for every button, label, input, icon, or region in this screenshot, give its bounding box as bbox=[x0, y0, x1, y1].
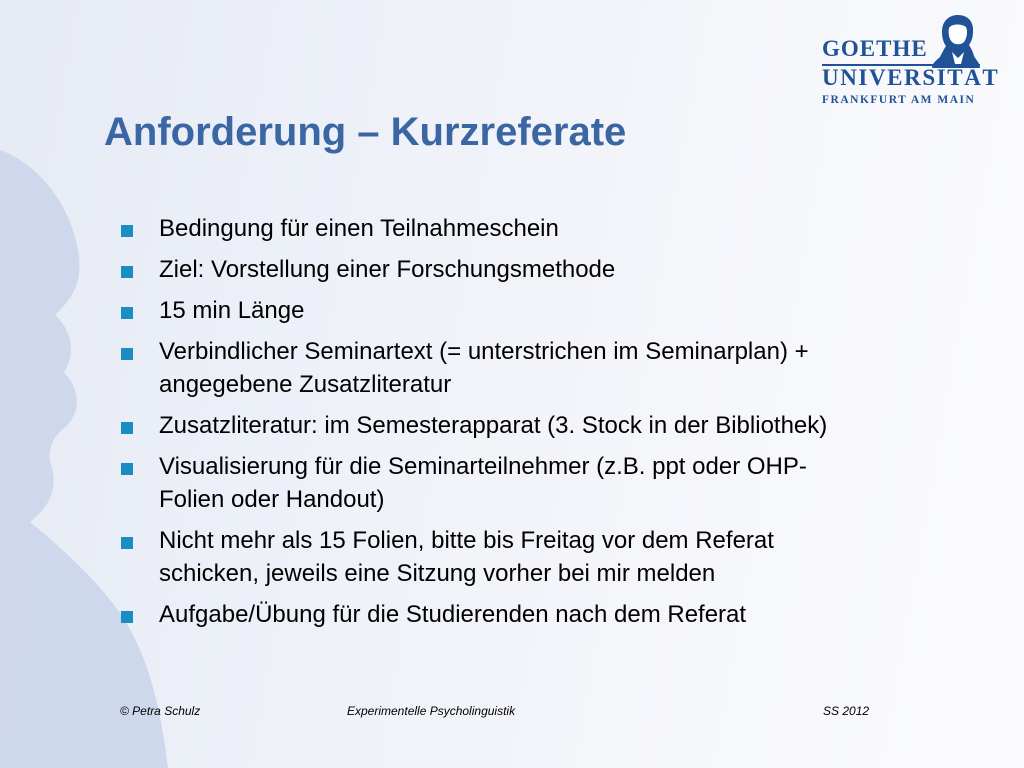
logo-line-universitaet: UNIVERSITÄT bbox=[822, 65, 1000, 90]
bullet-item bbox=[120, 212, 970, 245]
footer-author: © Petra Schulz bbox=[120, 704, 201, 718]
bullet-item bbox=[120, 524, 970, 590]
bullet-text: 15 min Länge bbox=[159, 297, 305, 324]
bullet-text: Visualisierung für die Seminarteilnehmer (z.B. ppt oder OHP- Folien oder Handout) bbox=[159, 453, 807, 513]
bullet-item bbox=[120, 409, 970, 442]
goethe-university-logo bbox=[818, 14, 1000, 110]
bullet-square-icon bbox=[121, 611, 133, 623]
bullet-text: Verbindlicher Seminartext (= unterstrichen im Seminarplan) + angegebene Zusatzliteratur bbox=[159, 338, 809, 398]
logo-line-goethe: GOETHE bbox=[822, 36, 928, 61]
bullet-item bbox=[120, 450, 970, 516]
bullet-square-icon bbox=[121, 422, 133, 434]
bullet-square-icon bbox=[121, 225, 133, 237]
footer-semester: SS 2012 bbox=[823, 704, 870, 718]
bullet-item bbox=[120, 598, 970, 631]
bullet-square-icon bbox=[121, 307, 133, 319]
bullet-item bbox=[120, 253, 970, 286]
bullet-text: Zusatzliteratur: im Semesterapparat (3. Stock in der Bibliothek) bbox=[159, 412, 828, 439]
goethe-portrait-icon bbox=[928, 14, 980, 68]
bullet-text: Ziel: Vorstellung einer Forschungsmethode bbox=[159, 256, 616, 283]
bullet-list bbox=[120, 212, 970, 639]
logo-line-frankfurt: FRANKFURT AM MAIN bbox=[822, 94, 976, 106]
bullet-square-icon bbox=[121, 537, 133, 549]
bullet-text: Aufgabe/Übung für die Studierenden nach dem Referat bbox=[159, 601, 747, 628]
bullet-square-icon bbox=[121, 266, 133, 278]
slide-title: Anforderung – Kurzreferate bbox=[104, 110, 627, 154]
bullet-text: Nicht mehr als 15 Folien, bitte bis Freitag vor dem Referat schicken, jeweils eine Sitzung vorher bei mir melden bbox=[159, 527, 774, 587]
bullet-item bbox=[120, 335, 970, 401]
bullet-square-icon bbox=[121, 463, 133, 475]
bullet-item bbox=[120, 294, 970, 327]
bullet-text: Bedingung für einen Teilnahmeschein bbox=[159, 215, 559, 242]
bullet-square-icon bbox=[121, 348, 133, 360]
footer-course: Experimentelle Psycholinguistik bbox=[347, 704, 516, 718]
